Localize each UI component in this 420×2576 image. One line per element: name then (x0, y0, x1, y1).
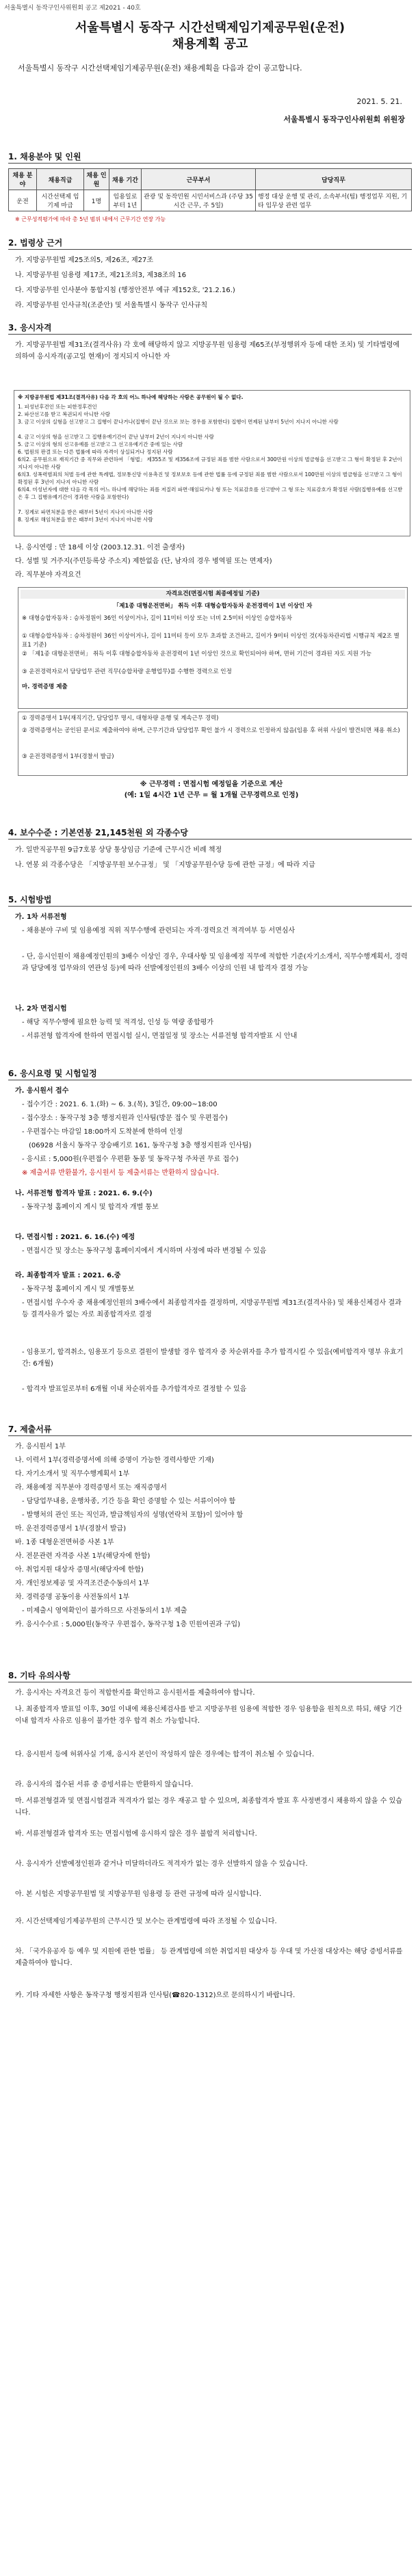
section-1-title: 1. 채용분야 및 인원 (8, 152, 81, 161)
box-line: 6. 법원의 판결 또는 다른 법률에 따라 자격이 상실되거나 정지된 사람 (18, 449, 173, 455)
exam-na1: - 해당 직무수행에 필요한 능력 및 적격성, 인성 등 역량 종합평가 (22, 1019, 214, 1026)
section-3-title: 3. 응시자격 (8, 323, 52, 333)
issuer: 서울특별시 동작구인사위원회 위원장 (283, 115, 405, 124)
apply-ga4: (06928 서울시 동작구 장승배기로 161, 동작구청 3층 행정지원과 인사팀) (29, 1142, 252, 1149)
caution-item: 차. 「국가유공자 등 예우 및 지원에 관한 법률」 등 관계법령에 의한 취업지원 대상자 등 우대 및 가산점 대상자는 해당 증빙서류를 제출하여야 합니다. (15, 1948, 403, 1967)
doc-item: 카. 응시수수료 : 5,000원(동작구 우편접수, 동작구청 1층 민원여권과 구입) (15, 1621, 241, 1628)
cell-dept: 관광 및 동작민원 시민서비스과 (주당 35시간 근무, 주 5일) (142, 190, 256, 211)
qualification-ga: 가. 지방공무원법 제31조(결격사유) 각 호에 해당하지 않고 지방공무원 임용령 제65조(부정행위자 등에 대한 조치) 및 기타법령에 의하여 응시자격(공고일 현재)이 정지되지 아니한 자 (15, 341, 400, 361)
table-row (9, 190, 412, 211)
apply-da1: - 면접시간 및 장소는 동작구청 홈페이지에서 게시하며 사정에 따라 변경될 수 있음 (22, 1247, 267, 1255)
qualification-bullet: ② 「제1종 대형운전면허」 취득 이후 대형승합자동차 운전경력이 1년 이상인 것으로 확인되어야 하며, 면허 기간이 경과된 자도 지원 가능 (22, 651, 372, 658)
doc-item: 나. 이력서 1부(경력증명서에 의해 증명이 가능한 경력사항만 기재) (15, 1457, 214, 1464)
qualification-na: 나. 응시연령 : 만 18세 이상 (2003.12.31. 이전 출생자) (15, 544, 185, 551)
salary-ga: 가. 일반직공무원 9급7호봉 상당 통상임금 기준에 근무시간 비례 책정 (15, 846, 222, 854)
apply-ga6: ※ 제출서류 반환불가, 응시원서 등 제출서류는 반환하지 않습니다. (22, 1169, 220, 1177)
doc-item: - 담당업무내용, 운행차종, 기간 등을 확인 증명할 수 있는 서류이어야 함 (22, 1498, 236, 1505)
caution-item: 사. 응시자가 선발예정인원과 같거나 미달하더라도 적격자가 없는 경우 선발하지 않을 수 있습니다. (15, 1860, 308, 1868)
exam-ga2: - 단, 응시인원이 채용예정인원의 3배수 이상인 경우, 우대사항 및 임용예정 직무에 적합한 기준(자기소개서, 직무수행계획서, 경력과 담당예정 업무와의 연관성 등)에 따라 선발예정인원의 3배수 이상의 인원 내 합격자 결정 가능 (22, 953, 408, 972)
law-item: 라. 지방공무원 인사규칙(조준안) 및 서울특별시 동작구 인사규칙 (15, 302, 208, 309)
section-5-title: 5. 시험방법 (8, 895, 52, 905)
th-field: 채용 분야 (9, 169, 37, 190)
divider (8, 906, 412, 907)
apply-ga3: - 우편접수는 마감일 18:00까지 도착분에 한하여 인정 (22, 1128, 183, 1136)
doc-item: 라. 채용예정 직무분야 경력증명서 또는 재직증명서 (15, 1484, 167, 1492)
doc-item: - 발행처의 관인 또는 직인과, 발급책임자의 성명(연락처 포함)이 있어야 함 (22, 1511, 244, 1519)
caution-item: 라. 응시자의 접수된 서류 중 증빙서류는 반환하지 않습니다. (15, 1781, 194, 1788)
qualification-da: 다. 성별 및 거주지(주민등록상 주소지) 제한없음 (단, 남자의 경우 병역필 또는 면제자) (15, 558, 272, 565)
exam-ga1: - 채용분야 구비 및 임용예정 직위 직무수행에 관련되는 자격·경력요건 적격여부 등 서면심사 (22, 927, 296, 935)
th-term: 채용 기간 (109, 169, 142, 190)
intro-text: 서울특별시 동작구 시간선택제임기제공무원(운전) 채용계획을 다음과 같이 공고합니다. (18, 64, 302, 73)
cell-grade: 시간선택제 임기제 마급 (37, 190, 84, 211)
box-line: 2. 파산선고를 받고 복권되지 아니한 사람 (18, 411, 110, 417)
career-note: (예: 1일 4시간 1년 근무 = 월 1개월 근무경력으로 인정) (124, 792, 299, 799)
box-line: 6의4. 미성년자에 대한 다음 각 목의 어느 하나에 해당하는 죄를 저질러 파면·해임되거나 형 또는 치료감호를 선고받아 그 형 또는 치료감호가 확정된 사람(집행유예를 선고받은 후 그 집행유예기간이 경과한 사람을 포함한다) (18, 486, 403, 500)
salary-na: 나. 연봉 외 각종수당은 「지방공무원 보수규정」 및 「지방공무원수당 등에 관한 규정」에 따라 지급 (15, 861, 315, 869)
box-line: 6의3. 성폭력범죄의 처벌 등에 관한 특례법, 정보통신망 이용촉진 및 정보보호 등에 관한 법률 등에 규정된 죄를 범한 사람으로서 100만원 이상의 벌금형을 선고받고 그 형이 확정된 후 3년이 지나지 아니한 사람 (18, 471, 402, 485)
doc-item: 마. 운전경력증명서 1부(경찰서 발급) (15, 1525, 127, 1533)
qualification-ra: 라. 직무분야 자격요건 (15, 571, 81, 579)
divider (8, 839, 412, 840)
divider (8, 1435, 412, 1436)
caution-item: 나. 최종합격자 발표일 이후, 30일 이내에 채용신체검사를 받고 지방공무원 임용에 적합한 경우 임용함을 원칙으로 하되, 해당 기간 이내 합격자 사유로 임용이 불가한 경우 합격 취소 가능합니다. (15, 1706, 402, 1725)
apply-ga2: - 접수장소 : 동작구청 3층 행정지원과 인사팀(방문 접수 및 우편접수) (22, 1115, 228, 1122)
qualification-bullet: ① 대형승합자동차 : 승차정원이 36인 이상이거나, 길이 11미터 등이 모두 초과할 조건하고, 길이가 9미터 이상인 것(자동차관리법 시행규칙 제2조 별표1 기준) (22, 633, 399, 649)
doc-item: 바. 1종 대형운전면허증 사본 1부 (15, 1539, 114, 1546)
doc-item: 가. 응시원서 1부 (15, 1443, 66, 1450)
notice-number: 서울특별시 동작구인사위원회 공고 제2021 - 40호 (4, 5, 141, 12)
announcement-date: 2021. 5. 21. (356, 97, 402, 106)
cell-count: 1명 (84, 190, 109, 211)
apply-ra: 라. 최종합격자 발표 : 2021. 6.중 (15, 1272, 121, 1279)
page-title-line2: 채용계획 공고 (172, 37, 248, 51)
box-line: ※ 지방공무원법 제31조(결격사유) 다음 각 호의 어느 하나에 해당하는 사람은 공무원이 될 수 없다. (18, 394, 244, 400)
th-count: 채용 인원 (84, 169, 109, 190)
table-note: ※ 근무성적평가에 따라 총 5년 범위 내에서 근무기간 연장 가능 (15, 216, 166, 222)
apply-ra1: - 동작구청 홈페이지 게시 및 개별통보 (22, 1286, 135, 1293)
page-title-line1: 서울특별시 동작구 시간선택제임기제공무원(운전) (75, 21, 345, 35)
career-row: ② 경력증명서는 공인된 문서로 제출하여야 하며, 근무기간과 담당업무 확인 불가 시 경력으로 인정하지 않음(임용 후 허위 사실이 발견되면 채용 취소) (22, 727, 400, 734)
career-row: ① 경력증명서 1부(재직기간, 담당업무 명시, 대형차량 운행 및 계속근무 경력) (22, 715, 219, 722)
doc-item: 차. 경력증명 공동이용 사전동의서 1부 (15, 1593, 130, 1601)
box-line: 1. 피성년후견인 또는 피한정후견인 (18, 404, 97, 410)
cell-field: 운전 (9, 190, 37, 211)
caution-item: 바. 서류전형결과 합격자 또는 면접시험에 응시하지 않은 경우 불합격 처리합니다. (15, 1830, 257, 1838)
exam-na2: - 서류전형 합격자에 한하여 면접시험 실시, 면접일정 및 장소는 서류전형 합격자발표 시 안내 (22, 1032, 298, 1040)
doc-item: 사. 전문관련 자격증 사본 1부(해당자에 한함) (15, 1552, 150, 1560)
law-item: 다. 지방공무원 인사분야 통합지침 (행정안전부 예규 제152호, '21.2.16.) (15, 287, 235, 294)
box-line: 7. 징계로 파면처분을 받은 때부터 5년이 지나지 아니한 사람 (18, 509, 153, 515)
th-duty: 담당직무 (256, 169, 412, 190)
cell-term: 임용일로부터 1년 (109, 190, 142, 211)
th-grade: 채용직급 (37, 169, 84, 190)
th-dept: 근무부서 (142, 169, 256, 190)
section-6-title: 6. 응시요령 및 시험일정 (8, 1069, 97, 1078)
career-note: ※ 근무경력 : 면접시험 예정일을 기준으로 계산 (140, 781, 283, 788)
doc-item: 아. 취업지원 대상자 증명서(해당자에 한함) (15, 1566, 144, 1574)
box-line: 6의2. 공무원으로 재직기간 중 직무와 관련하여 「형법」 제355조 및 제356조에 규정된 죄를 범한 사람으로서 300만원 이상의 벌금형을 선고받고 그 형이 확정된 후 2년이 지나지 아니한 사람 (18, 456, 402, 470)
table-header-row (9, 169, 412, 190)
apply-ra4: - 합격자 발표일로부터 6개월 이내 차순위자를 추가합격자로 결정할 수 있음 (22, 1385, 247, 1393)
exam-na: 나. 2차 면접시험 (15, 1005, 67, 1013)
box-line: 3. 금고 이상의 실형을 선고받고 그 집행이 끝나거나(집행이 끝난 것으로 보는 경우를 포함한다) 집행이 면제된 날부터 5년이 지나지 아니한 사람 (18, 419, 339, 425)
qualification-bullet: ③ 운전경력자로서 담당업무 관련 직무(승합차량 운행업무)를 수행한 경력으로 인정 (22, 668, 232, 675)
apply-ga5: - 응시료 : 5,000원(우편접수 우편환 동봉 및 동작구청 주차권 무료 접수) (22, 1156, 239, 1163)
caution-item: 가. 응시자는 자격요건 등이 적합한지를 확인하고 응시원서를 제출하여야 합니다. (15, 1689, 255, 1697)
apply-ra3: - 임용포기, 합격취소, 임용포기 등으로 결원이 발생할 경우 합격자 중 차순위자를 추가 합격시킬 수 있음(예비합격자 명부 유효기간: 6개월) (22, 1349, 404, 1368)
box-line: 4. 금고 이상의 형을 선고받고 그 집행유예기간이 끝난 날부터 2년이 지나지 아니한 사람 (18, 434, 214, 440)
exam-ga: 가. 1차 서류전형 (15, 913, 67, 921)
cell-duty: 행정 대상 운행 및 관리, 소속부서(팀) 행정업무 지원, 기타 임무상 관련 업무 (256, 190, 412, 211)
doc-item: - 미제출시 영역확인이 불가하므로 사전동의서 1부 제출 (22, 1607, 187, 1615)
section-8-title: 8. 기타 유의사항 (8, 1671, 70, 1680)
recruitment-table (8, 168, 412, 211)
section-2-title: 2. 법령상 근거 (8, 238, 63, 248)
caution-item: 자. 시간선택제임기제공무원의 근무시간 및 보수는 관계법령에 따라 조정될 수 있습니다. (15, 1918, 277, 1925)
apply-ra2: - 면접시험 우수자 중 채용예정인원의 3배수에서 최종합격자를 결정하며, 지방공무원법 제31조(결격사유) 및 채용신체검사 결과 등 결격사유가 없는 자로 최종합격자로 결정 (22, 1299, 402, 1318)
apply-na1: - 동작구청 홈페이지 게시 및 합격자 개별 통보 (22, 1204, 159, 1211)
career-proof-label: 마. 경력증명 제출 (22, 684, 68, 690)
apply-ga: 가. 응시원서 접수 (15, 1087, 69, 1095)
qualification-main: 「제1종 대형운전면허」 취득 이후 대형승합자동차 운전경력이 1년 이상인 자 (113, 603, 313, 610)
apply-na: 나. 서류전형 합격자 발표 : 2021. 6. 9.(수) (15, 1190, 153, 1197)
divider (8, 249, 412, 250)
caution-item: 카. 기타 자세한 사항은 동작구청 행정지원과 인사팀(☎820-1312)으로 문의하시기 바랍니다. (15, 1992, 296, 1999)
divider (8, 334, 412, 335)
caution-item: 다. 응시원서 등에 허위사실 기재, 응시자 본인이 작성하지 않은 경우에는 합격이 취소될 수 있습니다. (15, 1751, 315, 1758)
doc-item: 자. 개인정보제공 및 자격조건준수동의서 1부 (15, 1580, 150, 1587)
box-line: 8. 징계로 해임처분을 받은 때부터 3년이 지나지 아니한 사람 (18, 517, 153, 523)
section-4-title: 4. 보수수준 : 기본연봉 21,145천원 외 각종수당 (8, 828, 188, 837)
caution-item: 마. 서류전형결과 및 면접시험결과 적격자가 없는 경우 재공고 할 수 있으며, 최종합격자 발표 후 사정변경시 채용하지 않을 수 있습니다. (15, 1797, 402, 1817)
law-item: 나. 지방공무원 임용령 제17조, 제21조의3, 제38조의 16 (15, 272, 187, 279)
law-item: 가. 지방공무원법 제25조의5, 제26조, 제27조 (15, 257, 154, 264)
caution-item: 아. 본 시험은 지방공무원법 및 지방공무원 임용령 등 관련 규정에 따라 실시합니다. (15, 1890, 262, 1898)
section-7-title: 7. 제출서류 (8, 1424, 52, 1434)
qualification-note: ※ 대형승합자동차 : 승차정원이 36인 이상이거나, 길이 11미터 이상 또는 너비 2.5미터 이상인 승합자동차 (22, 615, 292, 622)
apply-da: 다. 면접시험 : 2021. 6. 16.(수) 예정 (15, 1234, 135, 1241)
doc-item: 다. 자기소개서 및 직무수행계획서 1부 (15, 1470, 130, 1478)
qualification-header: 자격요건(면접시험 최종예정일 기준) (21, 590, 405, 599)
apply-ga1: - 접수기간 : 2021. 6. 1.(화) ~ 6. 3.(목), 3일간, 09:00~18:00 (22, 1101, 218, 1108)
divider (8, 163, 412, 164)
career-row: ③ 운전경력증명서 1부(경찰서 발급) (22, 753, 114, 760)
box-line: 5. 금고 이상의 형의 선고유예를 선고받고 그 선고유예기간 중에 있는 사람 (18, 441, 183, 447)
